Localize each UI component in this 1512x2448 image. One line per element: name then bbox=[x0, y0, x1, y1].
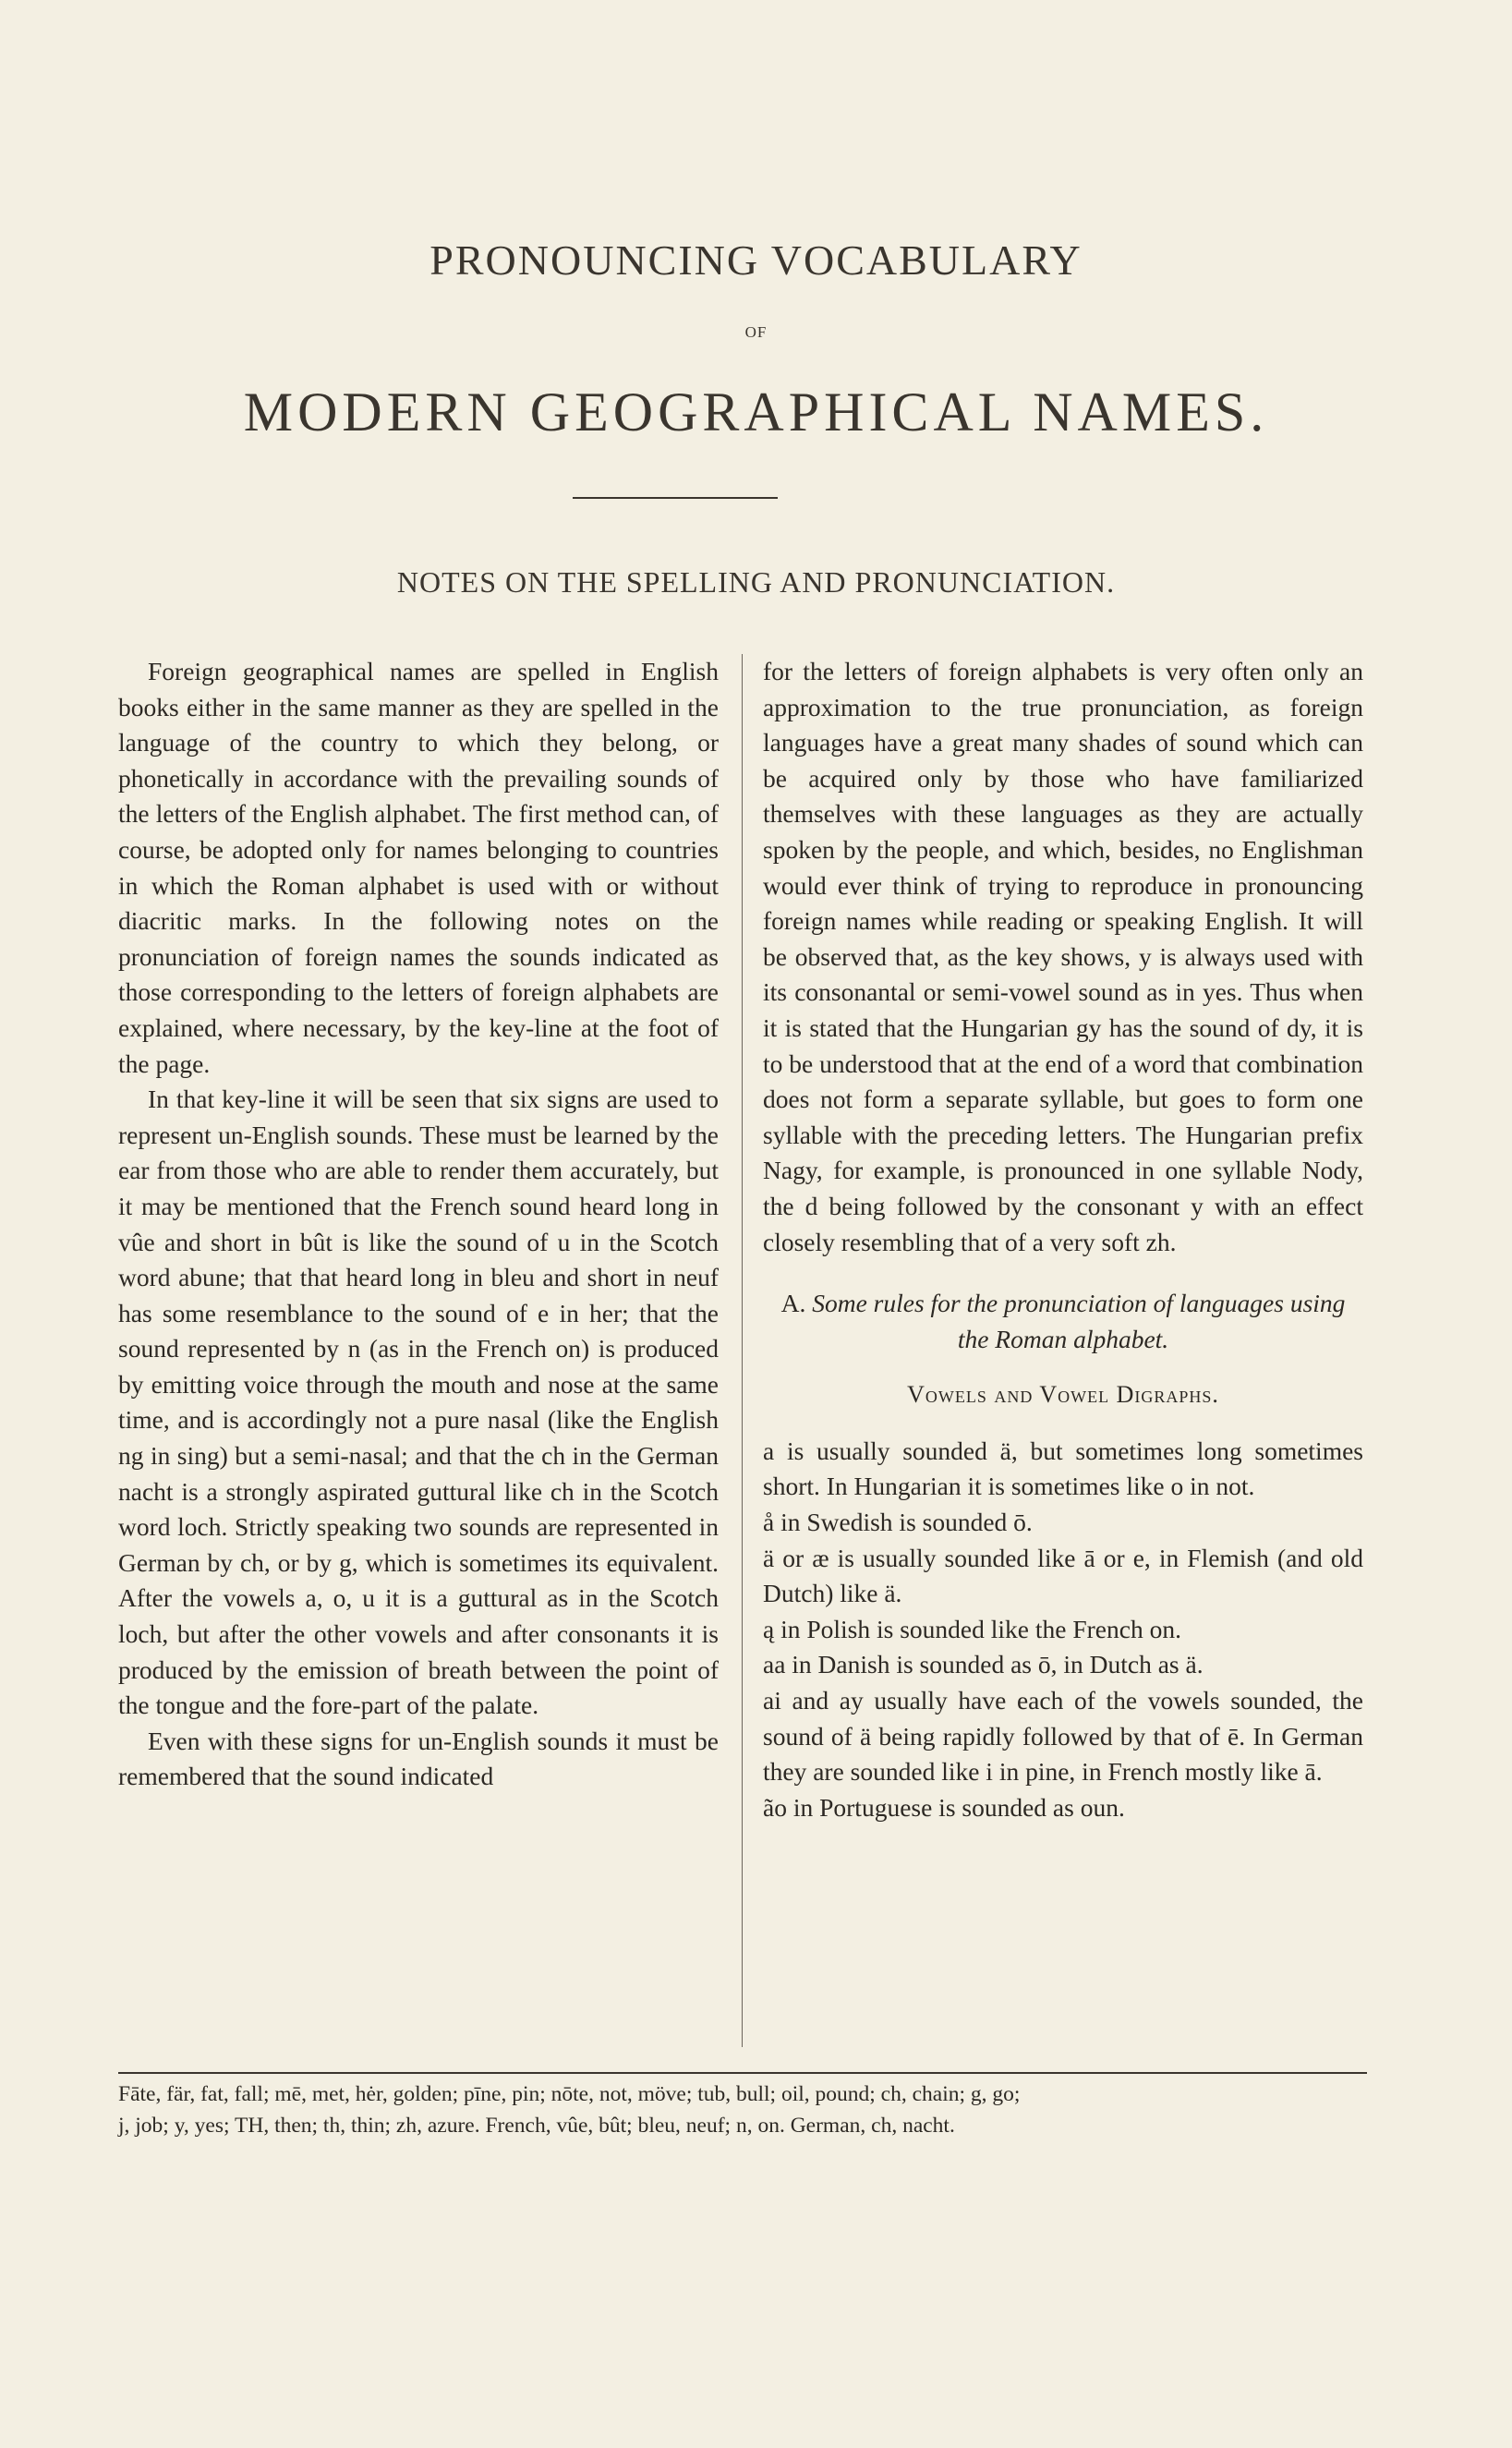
rule-item: a is usually sounded ä, but sometimes long sometimes short. In Hungarian it is sometimes like o in not. bbox=[763, 1436, 1363, 1501]
footer-divider bbox=[118, 2072, 1367, 2074]
paragraph: In that key-line it will be seen that six signs are used to represent un-English sounds. These must be learned by the ear from those who are able to render them accurately, but it may be mentioned that the French sound heard long in vûe and short in bût is like the sound of u in the Scotch word abune; that that heard long in bleu and short in neuf has some resemblance to the sound of e in her; that the sound represented by n (as in the French on) is produced by emitting voice through the mouth and nose at the same time, and is accordingly not a pure nasal (like the English ng in sing) but a semi-nasal; and that the ch in the German nacht is a strongly aspirated guttural like ch in the Scotch word loch. Strictly speaking two sounds are represented in German by ch, or by g, which is sometimes its equivalent. After the vowels a, o, u it is a guttural as in the Scotch loch, but after the other vowels and after consonants it is produced by the emission of breath between the point of the tongue and the fore-part of the palate. bbox=[118, 1085, 719, 1720]
rule-item: aa in Danish is sounded as ō, in Dutch as ä. bbox=[763, 1650, 1204, 1679]
left-column bbox=[118, 654, 719, 1795]
vowels-heading: Vowels and Vowel Digraphs. bbox=[907, 1381, 1219, 1409]
column-divider bbox=[742, 654, 743, 2047]
title-divider bbox=[573, 497, 778, 499]
section-a-heading bbox=[763, 1286, 1363, 1357]
section-a-title: Some rules for the pronunciation of languages using the Roman alphabet. bbox=[812, 1289, 1346, 1353]
rule-item: ą in Polish is sounded like the French on. bbox=[763, 1614, 1181, 1643]
page-subtitle: MODERN GEOGRAPHICAL NAMES. bbox=[243, 382, 1269, 442]
paragraph: Foreign geographical names are spelled in English books either in the same manner as they are spelled in the language of the country to which they belong, or phonetically in accordance with the prevailing sounds of the letters of the English alphabet. The first method can, of course, be adopted only for names belonging to countries in which the Roman alphabet is used with or without diacritic marks. In the following notes on the pronunciation of foreign names the sounds indicated as those corresponding to the letters of foreign alphabets are explained, where necessary, by the key-line at the foot of the page. bbox=[118, 657, 719, 1078]
section-heading: NOTES ON THE SPELLING AND PRONUNCIATION. bbox=[396, 565, 1116, 599]
page-title: PRONOUNCING VOCABULARY bbox=[429, 236, 1083, 284]
rule-item: ä or æ is usually sounded like ā or e, in Flemish (and old Dutch) like ä. bbox=[763, 1543, 1363, 1608]
rule-item: å in Swedish is sounded ō. bbox=[763, 1508, 1033, 1537]
section-a-label: A. bbox=[780, 1289, 806, 1318]
paragraph: for the letters of foreign alphabets is very often only an approximation to the true pronunciation, as foreign languages have a great many shades of sound which can be acquired only by those who have familiarized themselves with these languages as they are actually spoken by the people, and which, besides, no Englishman would ever think of trying to reproduce in pronouncing foreign names while reading or speaking English. It will be observed that, as the key shows, y is always used with its consonantal or semi-vowel sound as in yes. Thus when it is stated that the Hungarian gy has the sound of dy, it is to be understood that at the end of a word that combination does not form a separate syllable, but goes to form one syllable with the preceding letters. The Hungarian prefix Nagy, for example, is pronounced in one syllable Nody, the d being followed by the consonant y with an effect closely resembling that of a very soft zh. bbox=[763, 657, 1363, 1256]
paragraph: Even with these signs for un-English sounds it must be remembered that the sound indicated bbox=[118, 1726, 719, 1791]
rule-item: ai and ay usually have each of the vowels sounded, the sound of ä being rapidly followed by that of ē. In German they are sounded like i in pine, in French mostly like ā. bbox=[763, 1686, 1363, 1787]
key-line: Fāte, fär, fat, fall; mē, met, hėr, golden; pīne, pin; nōte, not, möve; tub, bull; oil, pound; ch, chain; g, go; bbox=[118, 2082, 1021, 2106]
right-column bbox=[763, 654, 1363, 1825]
title-connector: OF bbox=[744, 323, 768, 341]
rule-item: ão in Portuguese is sounded as oun. bbox=[763, 1792, 1125, 1822]
pronunciation-key bbox=[118, 2078, 1367, 2141]
key-line: j, job; y, yes; TH, then; th, thin; zh, azure. French, vûe, bût; bleu, neuf; n, on. German, ch, nacht. bbox=[118, 2114, 955, 2138]
